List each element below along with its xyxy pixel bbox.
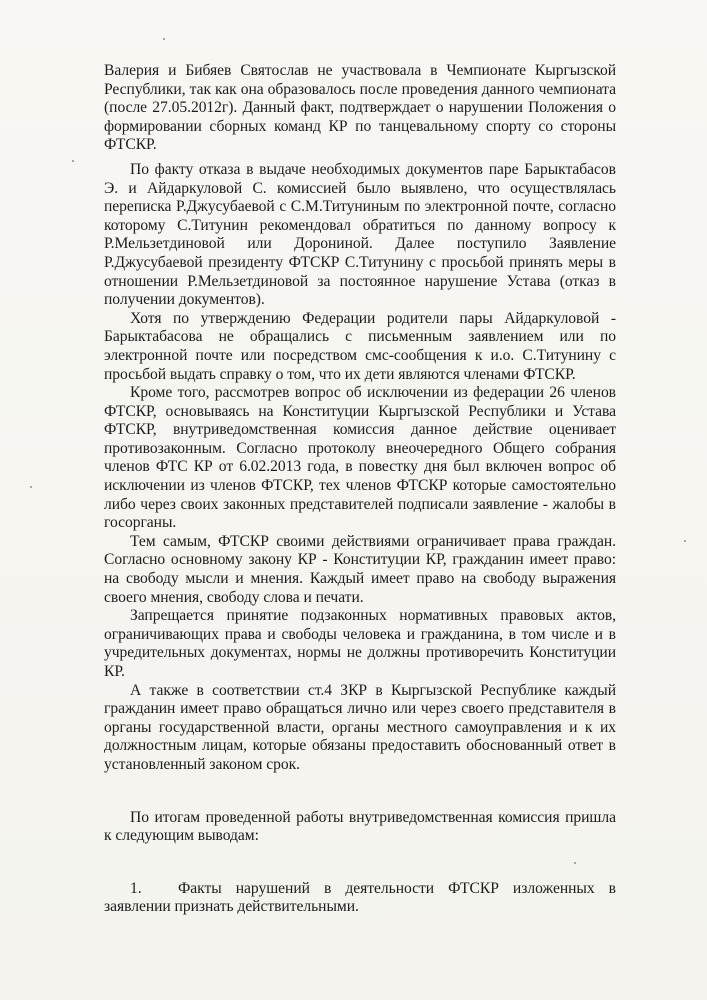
scan-speck <box>163 38 165 40</box>
conclusion-intro: По итогам проведенной работы внутриведомственная комиссия пришла к следующим выводам: <box>104 808 616 845</box>
conclusion-text: Факты нарушений в деятельности ФТСКР изложенных в заявлении признать действительными. <box>104 879 616 916</box>
paragraph-3: Хотя по утверждению Федерации родители пары Айдаркуловой - Барыктабасова не обращались с письменным заявлением или по электронной почте или посредством смс-сообщения к и.о. С.Титунину с просьбой выдать справку о том, что их дети являются членами ФТСКР. <box>104 309 616 383</box>
paragraph-2: По факту отказа в выдаче необходимых документов паре Барыктабасов Э. и Айдаркуловой С. комиссией было выявлено, что осуществлялась переписка Р.Джусубаевой с С.М.Титуниным по электронной почте, согласно которому С.Титунин рекомендовал обратиться по данному вопросу к Р.Мельзетдиновой или Дорониной. Далее поступило Заявление Р.Джусубаевой президенту ФТСКР С.Титунину с просьбой принять меры в отношении Р.Мельзетдиновой за постоянное нарушение Устава (отказ в получении документов). <box>104 160 616 309</box>
conclusion-item <box>104 880 616 917</box>
paragraph-6: Запрещается принятие подзаконных нормативных правовых актов, ограничивающих права и свободы человека и гражданина, в том числе и в учредительных документах, нормы не должны противоречить Конституции КР. <box>104 607 616 680</box>
paragraph-5: Тем самым, ФТСКР своими действиями ограничивает права граждан. Согласно основному закону КР - Конституции КР, гражданин имеет право: на свободу мысли и мнения. Каждый имеет право на свободу выражения своего мнения, свободу слова и печати. <box>104 532 616 606</box>
scan-speck <box>72 160 74 162</box>
scan-speck <box>684 540 686 542</box>
paragraph-1: Валерия и Бибяев Святослав не участвовала в Чемпионате Кыргызской Республики, так как она образовалось после проведения данного чемпионата (после 27.05.2012г). Данный факт, подтверждает о нарушении Положения о формировании сборных команд КР по танцевальному спорту со стороны ФТСКР. <box>104 62 616 154</box>
paragraph-7: А также в соответствии ст.4 ЗКР в Кыргызской Республике каждый гражданин имеет право обращаться лично или через своего представителя в органы государственной власти, органы местного самоуправления и к их должностным лицам, которые обязаны предоставить обоснованный ответ в установленный законом срок. <box>104 681 616 773</box>
scan-speck <box>30 486 32 488</box>
document-body <box>104 62 616 917</box>
scan-speck <box>574 862 576 864</box>
paragraph-4: Кроме того, рассмотрев вопрос об исключении из федерации 26 членов ФТСКР, основываясь на Конституции Кыргызской Республики и Устава ФТСКР, внутриведомственная комиссия данное действие оценивает противозаконным. Согласно протоколу внеочередного Общего собрания членов ФТС КР от 6.02.2013 года, в повестку дня был включен вопрос об исключении из членов ФТСКР, тех членов ФТСКР которые самостоятельно либо через своих законных представителей подписали заявление - жалобы в госорганы. <box>104 384 616 532</box>
conclusion-number: 1. <box>130 879 142 897</box>
